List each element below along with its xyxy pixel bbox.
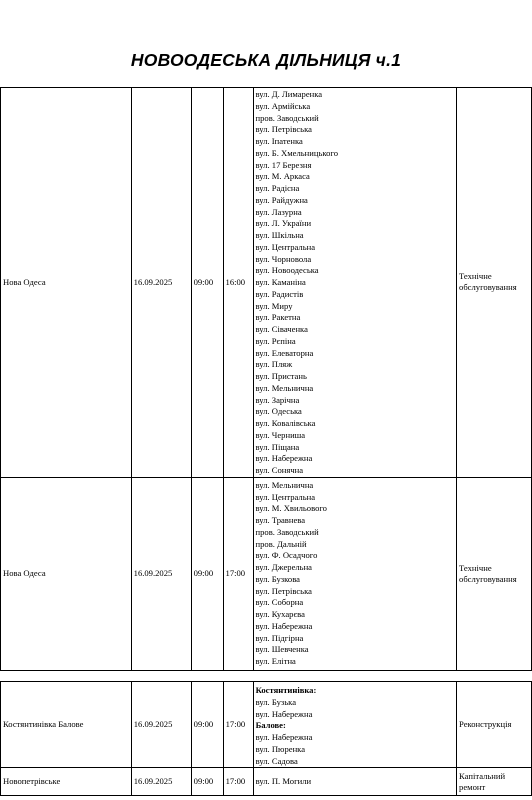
table-row [1, 682, 532, 768]
start-time-cell: 09:00 [191, 768, 223, 796]
street-item: вул. Підгірна [255, 632, 304, 643]
street-item: вул. Садова [255, 755, 298, 766]
street-item: вул. Каманіна [255, 277, 306, 287]
street-item: вул. Набережна [255, 620, 313, 631]
start-time-cell: 09:00 [191, 477, 223, 670]
date-cell: 16.09.2025 [131, 477, 191, 670]
street-item: вул. Іпатенка [255, 136, 303, 146]
settlement-label: Костянтинівка Балове [3, 719, 84, 730]
streets-cell [253, 682, 456, 768]
street-item: вул. Одеська [255, 406, 302, 417]
end-time-cell: 17:00 [223, 768, 253, 796]
street-item: вул. Чорновола [255, 253, 312, 264]
street-group-heading: Балове: [255, 720, 286, 731]
streets-cell [253, 477, 457, 670]
street-item: вул. Зарічна [255, 394, 300, 405]
work-type-cell: Технічне обслуговування [457, 477, 532, 670]
work-type-cell: Технічне обслуговування [457, 88, 532, 478]
street-item: вул. Пляж [255, 359, 293, 370]
street-item: вул. Сіваченка [255, 324, 308, 334]
streets-cell: вул. П. Могили [253, 768, 456, 796]
settlement-cell: Новопетрівське [1, 768, 132, 796]
street-item: вул. Лазурна [255, 206, 302, 217]
date-cell: 16.09.2025 [131, 682, 191, 768]
street-item: вул. Набережна [255, 453, 313, 464]
table-row [1, 768, 532, 796]
start-time-cell: 09:00 [191, 88, 223, 478]
street-item: вул. Армійська [255, 100, 311, 111]
street-item: вул. Петрівська [255, 124, 312, 135]
street-item: вул. Соборна [255, 597, 304, 608]
street-item: пров. Дальній [255, 538, 307, 549]
street-item: вул. Елітна [255, 656, 296, 666]
street-item: вул. Пристань [255, 371, 307, 381]
street-item: вул. М. Хвильового [255, 503, 327, 514]
date-cell: 16.09.2025 [131, 88, 191, 478]
schedule-table [0, 87, 532, 671]
street-item: вул. Піщана [255, 441, 300, 452]
street-item: вул. Ракетна [255, 312, 301, 323]
street-item: вул. Радистів [255, 288, 304, 299]
street-item: вул. Ф. Осадчого [255, 550, 318, 561]
street-item: вул. Б. Хмельницького [255, 147, 339, 158]
table-row [1, 477, 532, 670]
street-item: вул. Джерельна [255, 562, 313, 572]
street-item: вул. Елеваторна [255, 347, 314, 358]
settlement-cell [1, 682, 132, 768]
street-item: вул. Сонячна [255, 465, 304, 475]
street-item: вул. Центральна [255, 241, 316, 252]
street-item: вул. Центральна [255, 491, 316, 502]
work-type-cell: Реконструкція [457, 682, 532, 768]
street-item: пров. Заводський [255, 112, 319, 123]
street-item: вул. Радісна [255, 183, 300, 193]
street-item: вул. Рєпіна [255, 335, 296, 346]
work-type-cell: Капітальний ремонт [457, 768, 532, 796]
streets-cell [253, 88, 457, 478]
street-item: вул. Кухарєва [255, 609, 305, 619]
street-item: пров. Заводський [255, 526, 319, 537]
table-row [1, 88, 532, 478]
settlement-cell: Нова Одеса [1, 477, 132, 670]
start-time-cell: 09:00 [191, 682, 223, 768]
date-cell: 16.09.2025 [131, 768, 191, 796]
schedule-table [0, 681, 532, 796]
street-item: вул. Бузкова [255, 573, 300, 584]
street-item: вул. Пюренка [255, 743, 306, 754]
street-item: вул. Черниша [255, 429, 306, 440]
street-item: вул. М. Аркаса [255, 171, 310, 182]
end-time-cell: 16:00 [223, 88, 253, 478]
street-item: вул. Набережна [255, 708, 313, 719]
street-item: вул. Шевченка [255, 644, 309, 655]
settlement-cell: Нова Одеса [1, 88, 132, 478]
street-item: вул. Петрівська [255, 585, 312, 596]
street-item: вул. Ковалівська [255, 418, 316, 428]
street-item: вул. Л. України [255, 218, 312, 229]
end-time-cell: 17:00 [223, 682, 253, 768]
street-item: вул. Набережна [255, 732, 313, 742]
street-item: вул. Шкільна [255, 230, 304, 240]
street-item: вул. Мельнична [255, 479, 314, 490]
street-item: вул. Бузька [255, 696, 297, 707]
page-title: НОВООДЕСЬКА ДІЛЬНИЦЯ ч.1 [130, 50, 402, 70]
street-item: вул. 17 Березня [255, 159, 312, 170]
street-item: вул. Новоодеська [255, 265, 319, 276]
street-item: вул. Д. Лимаренка [255, 89, 323, 99]
street-item: вул. Райдужна [255, 194, 308, 205]
street-item: вул. Миру [255, 300, 293, 311]
end-time-cell: 17:00 [223, 477, 253, 670]
street-item: вул. Травнева [255, 515, 306, 525]
street-item: вул. Мельнична [255, 382, 314, 393]
street-group-heading: Костянтинівка: [255, 685, 317, 695]
